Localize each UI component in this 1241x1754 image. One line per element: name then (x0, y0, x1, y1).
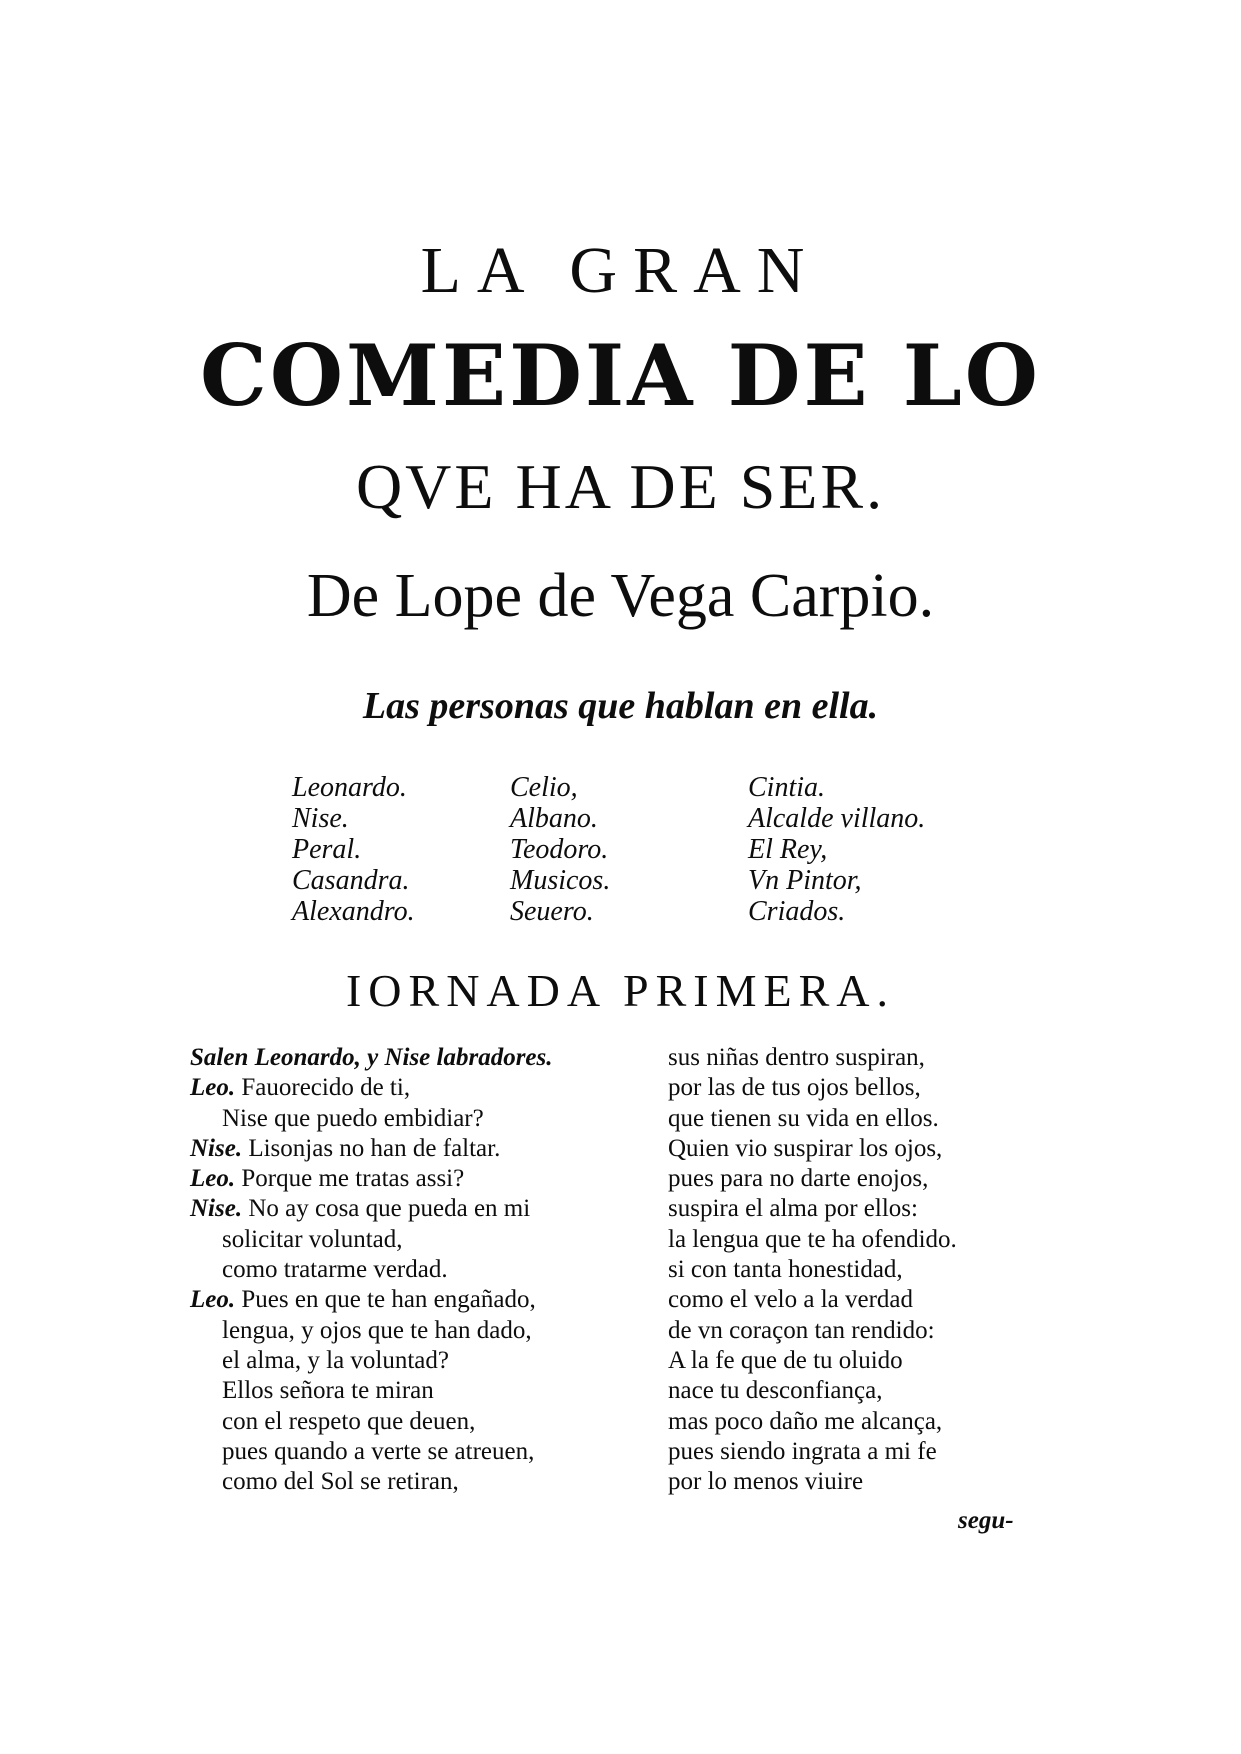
verse-line (190, 1285, 650, 1315)
dramatis-personae-heading: Las personas que hablan en ella. (362, 685, 879, 727)
verse-text: Porque me tratas assi? (241, 1165, 465, 1193)
cast-name: Cintia. (748, 772, 826, 803)
cast-name: El Rey, (748, 834, 828, 865)
cast-column-2 (510, 772, 610, 927)
speaker-name: Leo. (190, 1286, 236, 1314)
speaker-name: Leo. (190, 1074, 236, 1102)
verse-line: mas poco daño me alcança, (668, 1407, 943, 1435)
verse-line: nace tu desconfiança, (668, 1377, 883, 1405)
speaker-name: Leo. (190, 1165, 236, 1193)
verse-text: No ay cosa que pueda en mi (248, 1195, 531, 1223)
author-line: De Lope de Vega Carpio. (306, 562, 935, 630)
verse-line: sus niñas dentro suspiran, (668, 1044, 925, 1071)
verse-line: la lengua que te ha ofendido. (668, 1225, 957, 1253)
verse-text: Lisonjas no han de faltar. (248, 1134, 501, 1162)
verse-line: pues siendo ingrata a mi fe (668, 1437, 937, 1465)
act-title: IORNADA PRIMERA. (345, 965, 896, 1016)
verse-line (190, 1407, 650, 1437)
verse-line (190, 1346, 650, 1376)
verse-line (190, 1376, 650, 1406)
cast-name: Leonardo. (292, 772, 407, 803)
verse-line (190, 1104, 650, 1134)
verse-text: lengua, y ojos que te han dado, (222, 1316, 532, 1344)
title-line-3: QVE HA DE SER. (355, 451, 886, 522)
title-line-1: LA GRAN (420, 234, 821, 307)
cast-column-3 (748, 772, 925, 927)
verse-text: como del Sol se retiran, (222, 1468, 459, 1496)
cast-name: Musicos. (510, 865, 611, 896)
stage-direction: Salen Leonardo, y Nise labradores. (190, 1044, 553, 1071)
cast-name: Celio, (510, 772, 578, 803)
verse-line: de vn coraçon tan rendido: (668, 1316, 935, 1344)
verse-line: que tienen su vida en ellos. (668, 1104, 939, 1132)
verse-line (190, 1316, 650, 1346)
verse-line (190, 1164, 650, 1194)
cast-column-1 (292, 772, 415, 927)
verse-line: por lo menos viuire (668, 1468, 864, 1496)
cast-name: Casandra. (292, 865, 410, 896)
cast-name: Alcalde villano. (748, 803, 926, 834)
verse-text: como tratarme verdad. (222, 1256, 448, 1284)
cast-name: Peral. (292, 834, 362, 865)
verse-line: A la fe que de tu oluido (668, 1346, 903, 1374)
title-line-2: COMEDIA DE LO (200, 326, 1041, 425)
verse-text: Nise que puedo embidiar? (222, 1104, 484, 1132)
speaker-name: Nise. (190, 1134, 243, 1162)
verse-text: el alma, y la voluntad? (222, 1346, 450, 1374)
cast-name: Albano. (510, 803, 598, 834)
verse-text: con el respeto que deuen, (222, 1407, 476, 1435)
speaker-name: Nise. (190, 1195, 243, 1223)
verse-text: Ellos señora te miran (222, 1377, 434, 1405)
verse-line: como el velo a la verdad (668, 1286, 914, 1314)
cast-name: Alexandro. (292, 896, 415, 927)
verse-line (190, 1225, 650, 1255)
verse-line (190, 1437, 650, 1467)
verse-line: por las de tus ojos bellos, (668, 1074, 921, 1102)
verse-line: si con tanta honestidad, (668, 1256, 903, 1284)
verse-line (190, 1073, 650, 1103)
verse-text: solicitar voluntad, (222, 1225, 403, 1253)
verse-text: Fauorecido de ti, (241, 1074, 411, 1102)
catchword: segu- (958, 1507, 1014, 1534)
cast-name: Vn Pintor, (748, 865, 862, 896)
cast-name: Nise. (292, 803, 349, 834)
verse-line: suspira el alma por ellos: (668, 1195, 918, 1223)
verse-column-left (190, 1043, 650, 1497)
verse-line (190, 1134, 650, 1164)
verse-text: pues quando a verte se atreuen, (222, 1437, 535, 1465)
cast-name: Criados. (748, 896, 846, 927)
verse-line: pues para no darte enojos, (668, 1165, 929, 1193)
verse-line: Quien vio suspirar los ojos, (668, 1134, 943, 1162)
verse-line (190, 1467, 650, 1497)
verse-text: Pues en que te han engañado, (241, 1286, 536, 1314)
verse-line (190, 1255, 650, 1285)
cast-name: Teodoro. (510, 834, 609, 865)
verse-column-right (668, 1043, 1068, 1497)
cast-name: Seuero. (510, 896, 594, 927)
verse-line (190, 1194, 650, 1224)
